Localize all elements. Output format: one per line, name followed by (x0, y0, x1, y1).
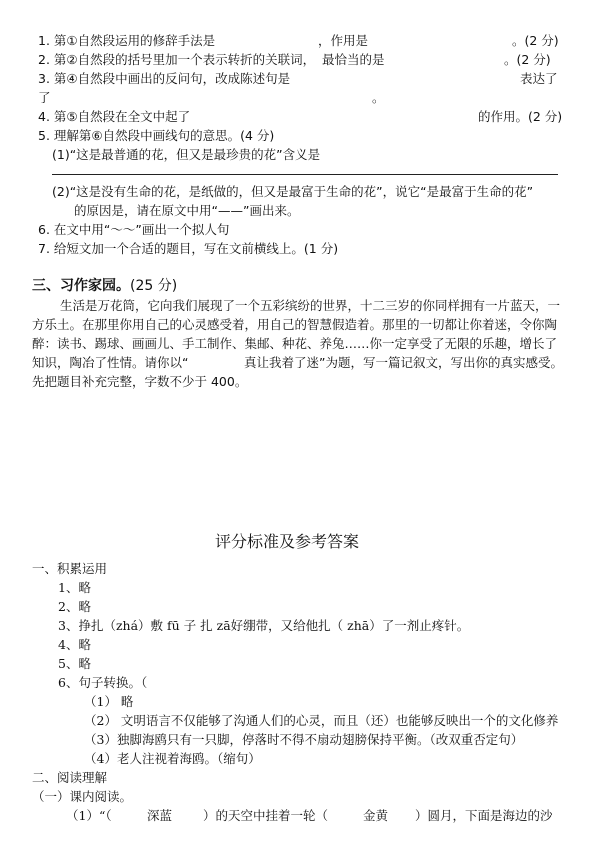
q7-line (38, 240, 338, 258)
q6-text: 在文中用“～～”画出一个拟人句 (53, 222, 230, 237)
q2-line (38, 51, 315, 69)
q1-text: 第①自然段运用的修辞手法是 (53, 33, 216, 48)
essay-prompt-line-4b: 真让我着了迷”为题，写一篇记叙文，写出你的真实感受。 (244, 355, 563, 370)
q5-sub2-line2: 的原因是，请在原文中用“——”画出来。 (74, 203, 300, 218)
essay-prompt-line-4a: 知识，陶冶了性情。请你以“ (32, 355, 189, 370)
section3-heading (32, 277, 177, 295)
reading-answer-1e: ）圆月，下面是海边的沙 (415, 808, 553, 823)
answer-item-3: 3、挣扎（zhá）敷 fū 子 扎 zā好绷带，又给他扎（ zhā）了一剂止疼针。 (58, 618, 470, 633)
reading-answer-blank-2: 金黄 (363, 808, 389, 823)
q1-score: 。(2 分) (512, 33, 559, 48)
essay-prompt-line-1: 生活是万花筒，它向我们展现了一个五彩缤纷的世界，十二三岁的你同样拥有一片蓝天，一 (60, 298, 561, 313)
q6-line (38, 221, 229, 239)
q1-number: 1. (38, 33, 50, 48)
q2-score: 。(2 分) (504, 52, 551, 67)
answers-heading: 评分标准及参考答案 (215, 532, 360, 551)
q5-sub1: (1)“这是最普通的花，但又是最珍贵的花”含义是 (52, 147, 321, 162)
answer-sub-2: （2） 文明语言不仅能够了沟通人们的心灵，而且（还）也能够反映出一个的文化修养 (84, 713, 559, 728)
reading-answer-1a: （1）“（ (66, 808, 112, 823)
q3-text: 第④自然段中画出的反问句，改成陈述句是 (53, 71, 291, 86)
section3-score: (25 分) (130, 278, 178, 294)
q2-text-2: 最恰当的是 (322, 52, 385, 67)
q1-line (38, 32, 215, 50)
q3-number: 3. (38, 71, 50, 86)
essay-prompt-line-3: 醉：读书、踢球、画画儿、手工制作、集邮、种花、养兔……你一定享受了无限的乐趣，增长了 (32, 336, 558, 351)
answer-item-1: 1、略 (58, 580, 91, 595)
essay-prompt-line-5: 先把题目补充完整，字数不少于 400。 (32, 374, 248, 389)
answer-sub-3: （3）独脚海鸥只有一只脚，停落时不得不扇动翅膀保持平衡。（改双重否定句） (84, 732, 524, 747)
q5-line (38, 127, 274, 145)
reading-answer-1c: ）的天空中挂着一轮（ (203, 808, 329, 823)
q2-text: 第②自然段的括号里加一个表示转折的关联词， (53, 52, 316, 67)
q4-line (38, 108, 190, 126)
q5-number: 5. (38, 128, 50, 143)
answers-part1: 一、积累运用 (32, 561, 108, 576)
section3-title: 三、习作家园。 (32, 278, 130, 294)
answer-sub-4: （4）老人注视着海鸥。（缩句） (84, 751, 261, 766)
answer-item-5: 5、略 (58, 656, 91, 671)
q3-cont: 了 (38, 90, 51, 105)
answer-sub-1: （1） 略 (84, 694, 134, 709)
q6-number: 6. (38, 222, 50, 237)
q5-sub2-line1: (2)“这是没有生命的花，是纸做的，但又是最富于生命的花”，说它“是最富于生命的花” (52, 184, 534, 199)
q5-text: 理解第⑥自然段中画线句的意思。(4 分) (53, 128, 275, 143)
answers-sub-section: （一）课内阅读。 (32, 789, 133, 804)
essay-prompt-line-2: 方乐土。在那里你用自己的心灵感受着，用自己的智慧假造着。那里的一切都让你着迷，令你陶 (32, 317, 558, 332)
q4-text-2: 的作用。(2 分) (478, 109, 563, 124)
q2-number: 2. (38, 52, 50, 67)
answers-part2: 二、阅读理解 (32, 770, 108, 785)
reading-answer-blank-1: 深蓝 (147, 808, 173, 823)
q3-cont-end: 。 (372, 90, 385, 105)
q4-number: 4. (38, 109, 50, 124)
q7-number: 7. (38, 241, 50, 256)
q7-text: 给短文加一个合适的题目，写在文前横线上。(1 分) (53, 241, 339, 256)
answer-item-6: 6、句子转换。（ (58, 675, 148, 690)
answer-line (52, 174, 558, 175)
answer-item-2: 2、略 (58, 599, 91, 614)
q3-line (38, 70, 290, 88)
q4-text: 第⑤自然段在全文中起了 (53, 109, 191, 124)
answer-item-4: 4、略 (58, 637, 91, 652)
q1-text-2: ，作用是 (318, 33, 369, 48)
q3-text-2: 表达了 (520, 71, 558, 86)
